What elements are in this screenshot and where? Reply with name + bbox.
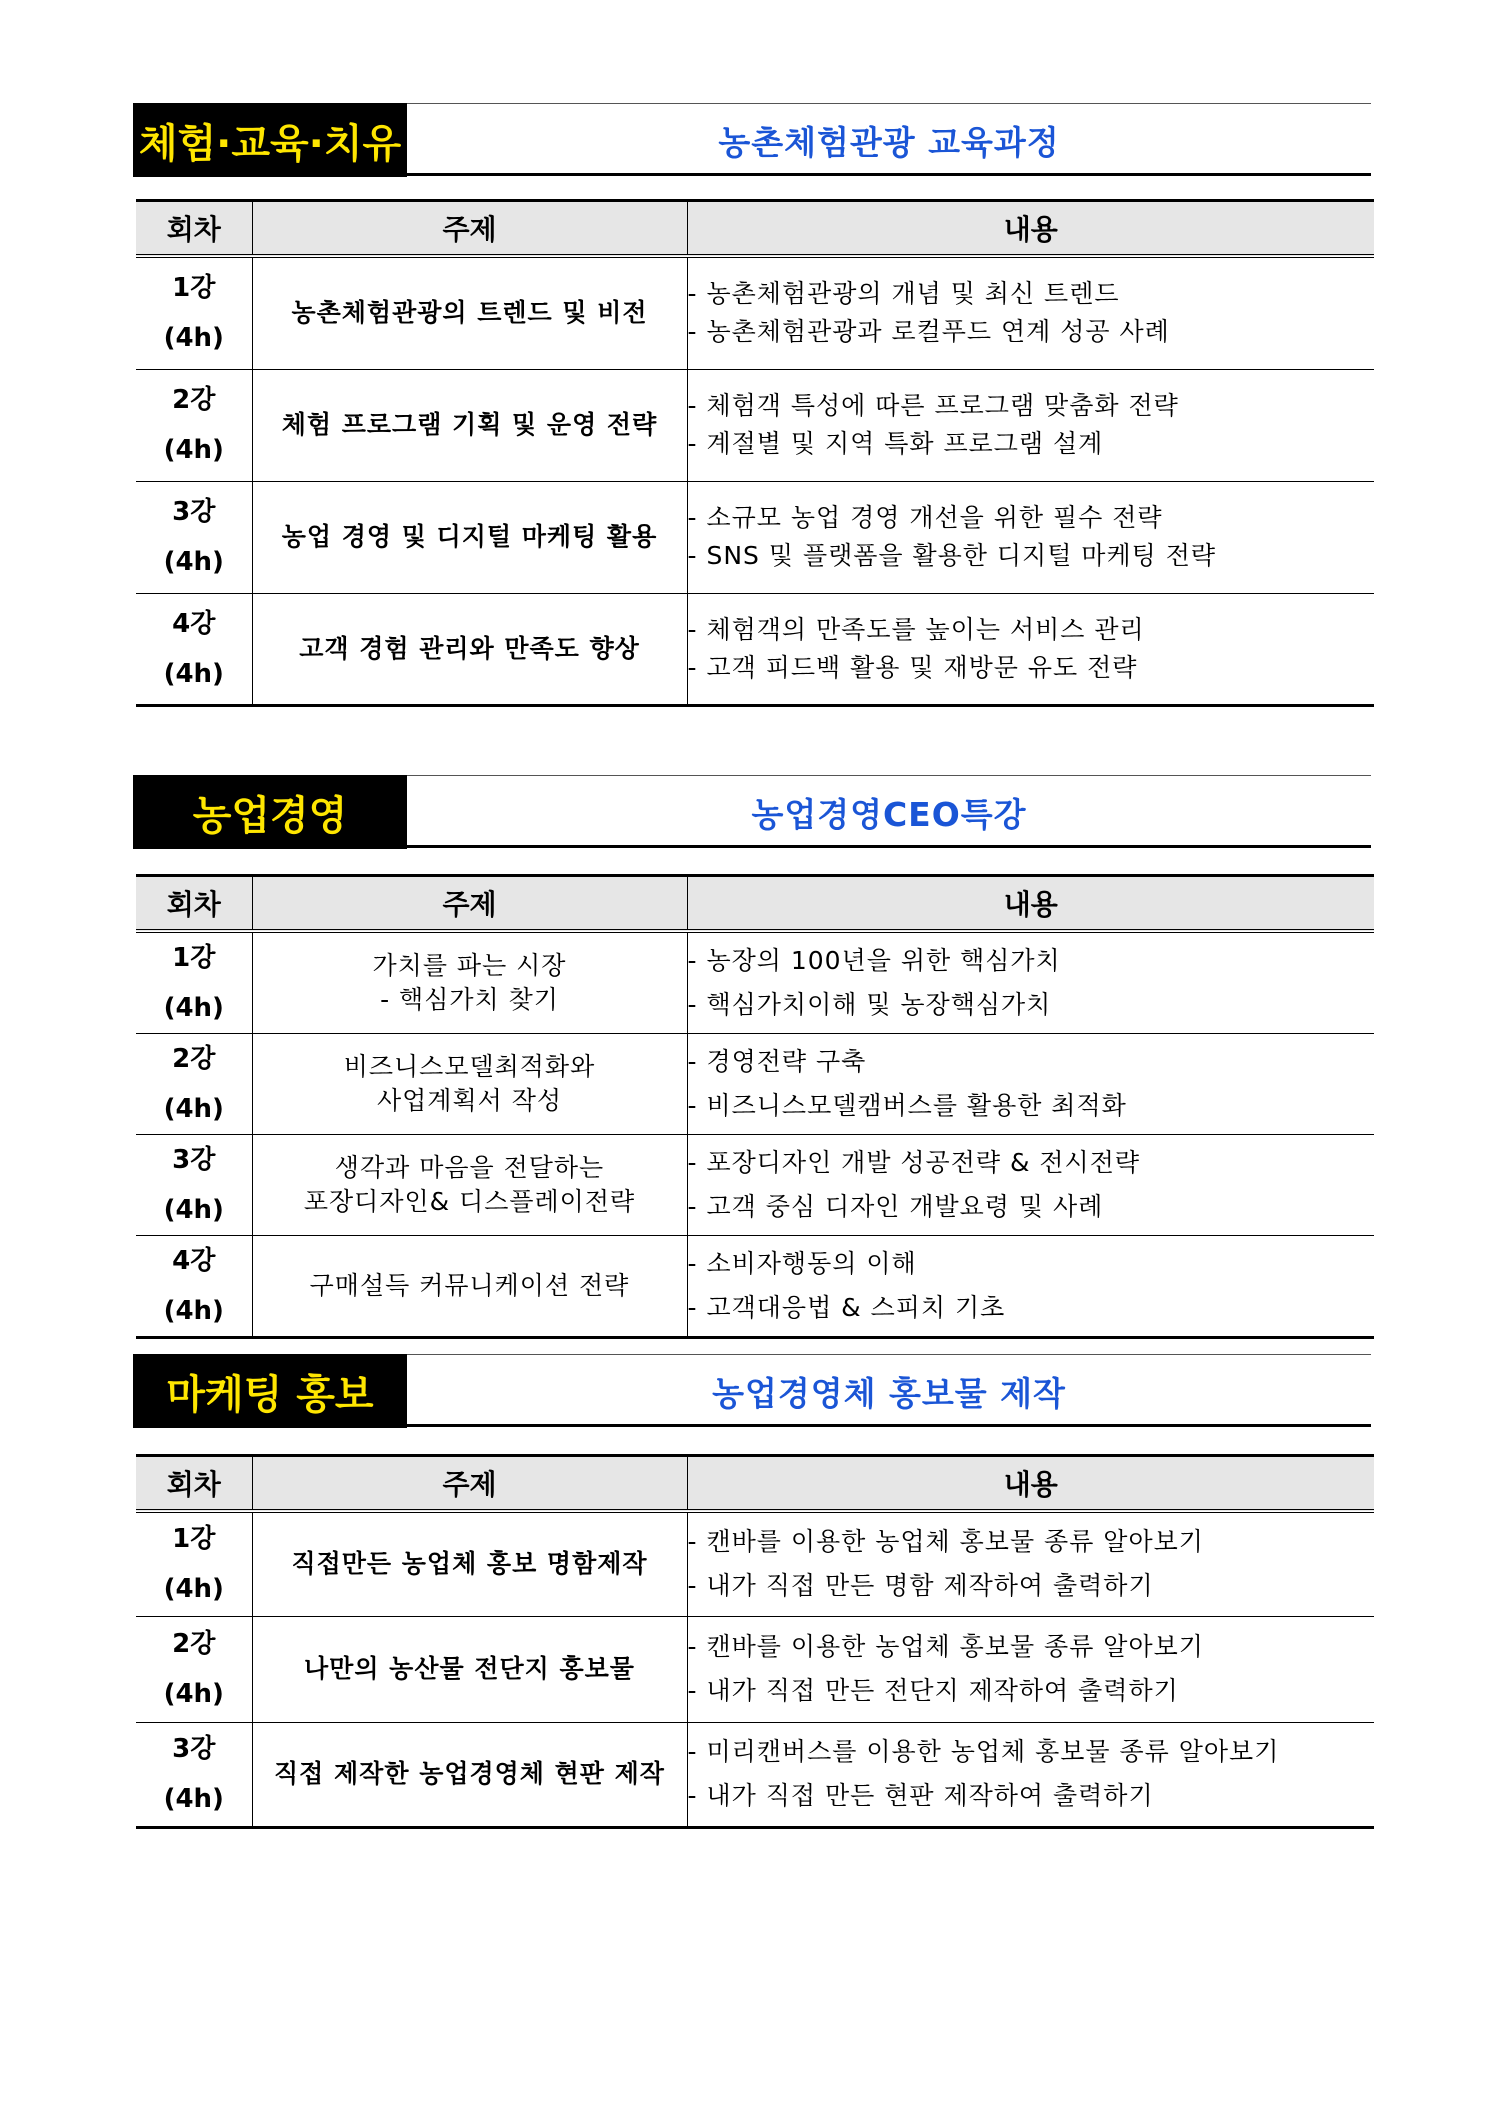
table-row	[136, 931, 1374, 1034]
session-cell	[136, 1135, 252, 1236]
topic-line: 비즈니스모델최적화와	[343, 1052, 596, 1081]
session-hours: (4h)	[163, 1195, 224, 1225]
table-row	[136, 256, 1374, 369]
topic-line: 고객 경험 관리와 만족도 향상	[299, 633, 640, 663]
header-content: 내용	[687, 876, 1374, 932]
section-experience-education	[133, 103, 1371, 689]
session-cell	[136, 256, 252, 369]
topic-line: 직접만든 농업체 홍보 명함제작	[291, 1549, 648, 1579]
content-cell	[687, 1616, 1374, 1722]
session-cell	[136, 481, 252, 593]
content-line: - 농장의 100년을 위한 핵심가치	[687, 946, 1061, 975]
topic-cell	[252, 931, 687, 1034]
session-hours: (4h)	[163, 658, 224, 689]
topic-line: 포장디자인& 디스플레이전략	[303, 1187, 636, 1216]
session-cell	[136, 1034, 252, 1135]
session-cell	[136, 1722, 252, 1827]
session-number: 3강	[172, 497, 216, 527]
table-row	[136, 1511, 1374, 1616]
content-line: - 내가 직접 만든 전단지 제작하여 출력하기	[687, 1676, 1179, 1705]
content-line: - 계절별 및 지역 특화 프로그램 설계	[687, 429, 1104, 458]
content-line: - 캔바를 이용한 농업체 홍보물 종류 알아보기	[687, 1527, 1204, 1557]
topic-line: 체험 프로그램 기획 및 운영 전략	[281, 410, 658, 439]
header-content: 내용	[687, 201, 1374, 257]
content-cell	[687, 931, 1374, 1034]
content-line: - 캔바를 이용한 농업체 홍보물 종류 알아보기	[687, 1632, 1204, 1661]
table-row	[136, 369, 1374, 481]
content-cell	[687, 1722, 1374, 1827]
topic-line: 농촌체험관광의 트렌드 및 비전	[291, 298, 648, 328]
table-row	[136, 1236, 1374, 1338]
session-cell	[136, 1236, 252, 1338]
topic-line: 가치를 파는 시장	[372, 951, 567, 980]
content-cell	[687, 1236, 1374, 1338]
table-header-row	[136, 201, 1374, 257]
topic-line: 사업계획서 작성	[377, 1086, 562, 1115]
section-banner	[133, 1354, 1371, 1428]
topic-line: 나만의 농산물 전단지 홍보물	[304, 1654, 635, 1683]
content-line: - 고객 피드백 활용 및 재방문 유도 전략	[687, 652, 1138, 682]
banner-rule-bottom	[407, 845, 1371, 848]
course-table	[136, 199, 1374, 707]
header-topic: 주제	[252, 1456, 687, 1512]
session-cell	[136, 1616, 252, 1722]
topic-cell	[252, 1034, 687, 1135]
topic-line: 구매설득 커뮤니케이션 전략	[309, 1271, 630, 1300]
content-line: - 핵심가치이해 및 농장핵심가치	[687, 990, 1052, 1019]
section-banner	[133, 775, 1371, 849]
header-topic: 주제	[252, 876, 687, 932]
session-cell	[136, 369, 252, 481]
course-table	[136, 874, 1374, 1339]
topic-line: 농업 경영 및 디지털 마케팅 활용	[281, 522, 658, 551]
content-line: - 소규모 농업 경영 개선을 위한 필수 전략	[687, 503, 1163, 532]
session-number: 1강	[172, 943, 216, 973]
session-number: 3강	[172, 1145, 216, 1175]
table-row	[136, 1034, 1374, 1135]
topic-line: - 핵심가치 찾기	[380, 985, 559, 1014]
content-line: - 소비자행동의 이해	[687, 1249, 917, 1278]
content-line: - 농촌체험관광과 로컬푸드 연계 성공 사례	[687, 317, 1170, 347]
session-hours: (4h)	[163, 547, 224, 577]
session-hours: (4h)	[163, 1094, 224, 1124]
topic-cell	[252, 369, 687, 481]
content-cell	[687, 1511, 1374, 1616]
banner-rule-top	[407, 775, 1371, 776]
header-session: 회차	[136, 876, 252, 932]
topic-cell	[252, 1236, 687, 1338]
content-line: - 농촌체험관광의 개념 및 최신 트렌드	[687, 279, 1120, 309]
session-cell	[136, 593, 252, 705]
section-badge: 체험·교육·치유	[133, 103, 407, 177]
topic-cell	[252, 1722, 687, 1827]
content-cell	[687, 256, 1374, 369]
section-title: 농업경영체 홍보물 제작	[712, 1374, 1066, 1413]
content-line: - 내가 직접 만든 현판 제작하여 출력하기	[687, 1781, 1154, 1810]
session-hours: (4h)	[163, 1574, 224, 1605]
topic-cell	[252, 256, 687, 369]
table-row	[136, 1722, 1374, 1827]
banner-rule-bottom	[407, 1424, 1371, 1427]
banner-rule-bottom	[407, 173, 1371, 176]
topic-cell	[252, 1135, 687, 1236]
header-topic: 주제	[252, 201, 687, 257]
session-hours: (4h)	[163, 1679, 224, 1709]
content-line: - 포장디자인 개발 성공전략 & 전시전략	[687, 1148, 1141, 1177]
header-session: 회차	[136, 201, 252, 257]
section-badge: 마케팅 홍보	[133, 1354, 407, 1428]
content-cell	[687, 1135, 1374, 1236]
topic-cell	[252, 1511, 687, 1616]
section-marketing	[133, 1354, 1371, 1814]
header-session: 회차	[136, 1456, 252, 1512]
session-cell	[136, 1511, 252, 1616]
table-row	[136, 1135, 1374, 1236]
content-cell	[687, 1034, 1374, 1135]
section-title: 농업경영CEO특강	[751, 795, 1027, 834]
topic-cell	[252, 481, 687, 593]
course-table	[136, 1454, 1374, 1829]
content-line: - 체험객의 만족도를 높이는 서비스 관리	[687, 614, 1145, 644]
session-hours: (4h)	[163, 1296, 224, 1326]
content-line: - SNS 및 플랫폼을 활용한 디지털 마케팅 전략	[687, 541, 1216, 570]
content-line: - 고객대응법 & 스피치 기초	[687, 1293, 1006, 1322]
topic-cell	[252, 593, 687, 705]
session-number: 2강	[172, 1044, 216, 1074]
content-line: - 내가 직접 만든 명함 제작하여 출력하기	[687, 1571, 1154, 1601]
section-badge: 농업경영	[133, 775, 407, 849]
session-hours: (4h)	[163, 435, 224, 465]
content-line: - 체험객 특성에 따른 프로그램 맞춤화 전략	[687, 391, 1179, 420]
session-hours: (4h)	[163, 323, 224, 354]
content-cell	[687, 369, 1374, 481]
session-cell	[136, 931, 252, 1034]
content-line: - 미리캔버스를 이용한 농업체 홍보물 종류 알아보기	[687, 1737, 1280, 1766]
session-number: 1강	[172, 1524, 216, 1555]
banner-rule-top	[407, 1354, 1371, 1355]
content-line: - 경영전략 구축	[687, 1047, 867, 1076]
session-number: 4강	[172, 1246, 216, 1276]
section-farm-management	[133, 775, 1371, 1326]
topic-line: 직접 제작한 농업경영체 현판 제작	[274, 1759, 665, 1788]
content-cell	[687, 481, 1374, 593]
content-cell	[687, 593, 1374, 705]
section-title: 농촌체험관광 교육과정	[718, 123, 1060, 162]
session-hours: (4h)	[163, 993, 224, 1023]
session-number: 1강	[172, 273, 216, 304]
content-line: - 비즈니스모델캠버스를 활용한 최적화	[687, 1091, 1127, 1120]
session-number: 2강	[172, 385, 216, 415]
table-row	[136, 481, 1374, 593]
topic-line: 생각과 마음을 전달하는	[334, 1153, 605, 1182]
table-row	[136, 593, 1374, 705]
table-header-row	[136, 1456, 1374, 1512]
content-line: - 고객 중심 디자인 개발요령 및 사례	[687, 1192, 1104, 1221]
banner-rule-top	[407, 103, 1371, 104]
section-banner	[133, 103, 1371, 177]
session-number: 2강	[172, 1629, 216, 1659]
session-hours: (4h)	[163, 1784, 224, 1814]
header-content: 내용	[687, 1456, 1374, 1512]
table-header-row	[136, 876, 1374, 932]
topic-cell	[252, 1616, 687, 1722]
table-row	[136, 1616, 1374, 1722]
session-number: 4강	[172, 608, 216, 639]
session-number: 3강	[172, 1734, 216, 1764]
